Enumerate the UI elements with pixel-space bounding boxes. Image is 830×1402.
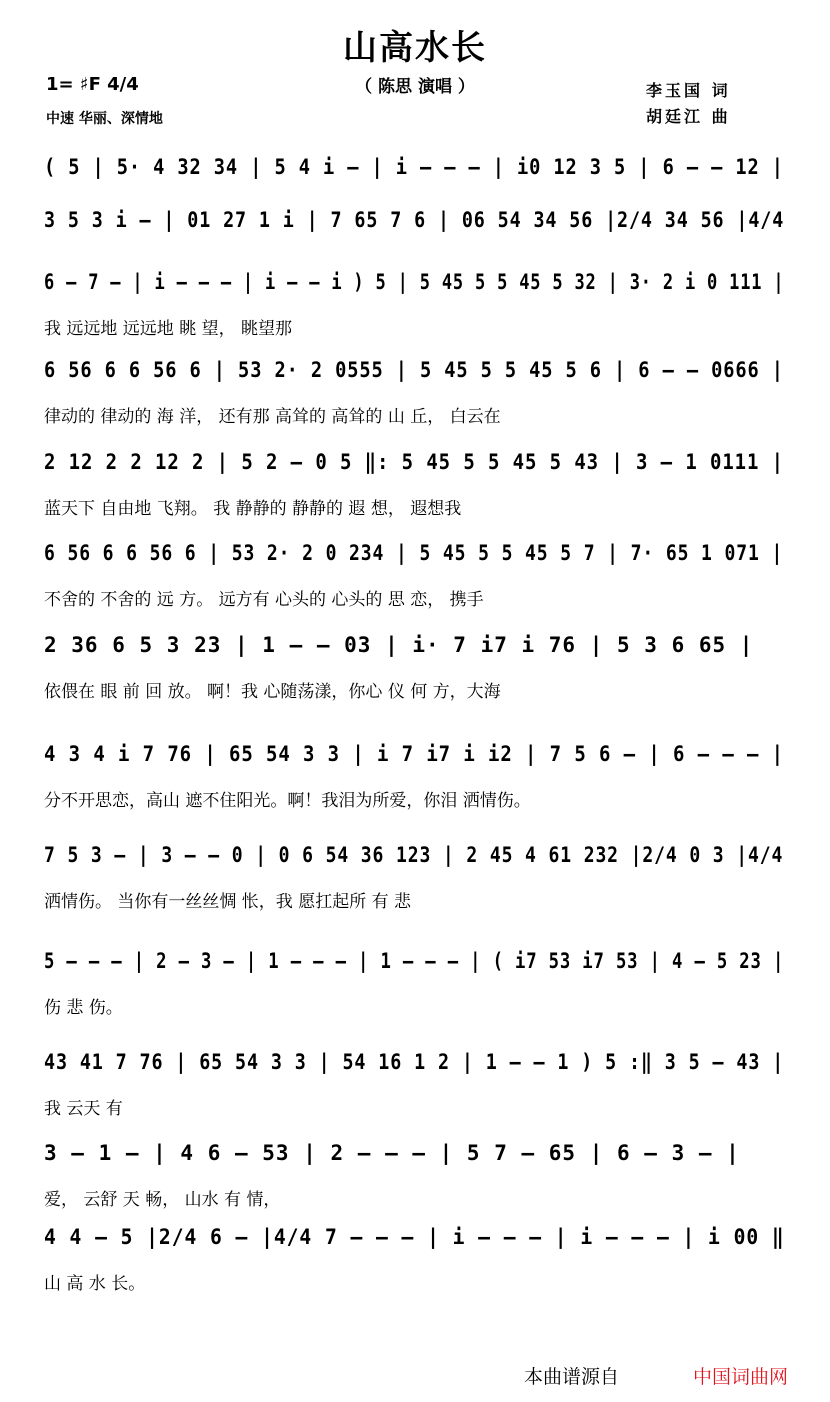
lyric-line: 蓝天下 自由地 飞翔。 我 静静的 静静的 遐 想， 遐想我	[44, 499, 462, 519]
notation-line: 6 – 7 – | i – – – | i – – i ) 5 | 5 45 5 5 45 5 32 | 3· 2 i 0 111 |	[44, 270, 785, 294]
lyric-line: 爱， 云舒 天 畅， 山水 有 情，	[44, 1190, 281, 1210]
singer-credit: （ 陈思 演唱 ）	[355, 77, 475, 97]
notation-line: 4 3 4 i 7 76 | 65 54 3 3 | i 7 i7 i i2 | 7 5 6 – | 6 – – – |	[44, 742, 785, 766]
notation-line: ( 5 | 5· 4 32 34 | 5 4 i – | i – – – | i0 12 3 5 | 6 – – 12 |	[44, 155, 784, 179]
notation-line: 5 – – – | 2 – 3 – | 1 – – – | 1 – – – | ( i7 53 i7 53 | 4 – 5 23 |	[44, 949, 785, 973]
score-title: 山高水长	[343, 28, 487, 68]
score-line	[44, 358, 784, 428]
notation-line: 3 – 1 – | 4 6 – 53 | 2 – – – | 5 7 – 65 | 6 – 3 – |	[44, 1141, 740, 1165]
lyric-line: 分不开思恋，高山 遮不住阳光。啊！我泪为所爱，你泪 洒情伤。	[44, 791, 531, 811]
lyric-line: 伤 悲 伤。	[44, 998, 123, 1018]
lyric-line: 我 远远地 远远地 眺 望， 眺望那	[44, 319, 293, 339]
source-label: 本曲谱源自	[524, 1366, 620, 1388]
lyric-line: 不舍的 不舍的 远 方。 远方有 心头的 心头的 思 恋， 携手	[44, 590, 484, 610]
notation-line: 3 5 3 i – | 01 27 1 i | 7 65 7 6 | 06 54 34 56 |2/4 34 56 |4/4	[44, 208, 785, 232]
source-site-link[interactable]: 中国词曲网	[693, 1366, 789, 1388]
score-line	[44, 1141, 784, 1211]
tempo-marking: 中速 华丽、深情地	[46, 111, 163, 127]
score-line	[44, 1050, 784, 1120]
score-line	[44, 949, 784, 1019]
lyric-line: 律动的 律动的 海 洋， 还有那 高耸的 高耸的 山 丘， 白云在	[44, 407, 501, 427]
lyricist-credit: 李玉国 词	[646, 81, 731, 100]
lyric-line: 我 云天 有	[44, 1099, 123, 1119]
score-line	[44, 633, 784, 703]
notation-line: 6 56 6 6 56 6 | 53 2· 2 0555 | 5 45 5 5 45 5 6 | 6 – – 0666 |	[44, 358, 784, 382]
notation-line: 7 5 3 – | 3 – – 0 | 0 6 54 36 123 | 2 45 4 61 232 |2/4 0 3 |4/4	[44, 843, 784, 867]
score-line	[44, 1225, 784, 1295]
lyric-line: 山 高 水 长。	[44, 1274, 146, 1294]
score-line	[44, 843, 784, 913]
score-line	[44, 270, 784, 340]
score-line	[44, 450, 784, 520]
composer-credit: 胡廷江 曲	[646, 107, 731, 126]
notation-line: 6 56 6 6 56 6 | 53 2· 2 0 234 | 5 45 5 5 45 5 7 | 7· 65 1 071 |	[44, 541, 784, 565]
score-line	[44, 208, 784, 278]
lyric-line: 洒情伤。 当你有一丝丝惆 怅，我 愿扛起所 有 悲	[44, 892, 412, 912]
score-line	[44, 541, 784, 611]
notation-line: 4 4 – 5 |2/4 6 – |4/4 7 – – – | i – – – | i – – – | i 00 ‖	[44, 1225, 785, 1249]
key-signature: 1= ♯F 4/4	[46, 74, 139, 95]
notation-line: 2 36 6 5 3 23 | 1 – – 03 | i· 7 i7 i 76 | 5 3 6 65 |	[44, 633, 754, 657]
notation-line: 43 41 7 76 | 65 54 3 3 | 54 16 1 2 | 1 – – 1 ) 5 :‖ 3 5 – 43 |	[44, 1050, 785, 1074]
score-line	[44, 742, 784, 812]
lyric-line: 依偎在 眼 前 回 放。 啊！我 心随荡漾，你心 仪 何 方，大海	[44, 682, 501, 702]
notation-line: 2 12 2 2 12 2 | 5 2 – 0 5 ‖: 5 45 5 5 45 5 43 | 3 – 1 0111 |	[44, 450, 785, 474]
